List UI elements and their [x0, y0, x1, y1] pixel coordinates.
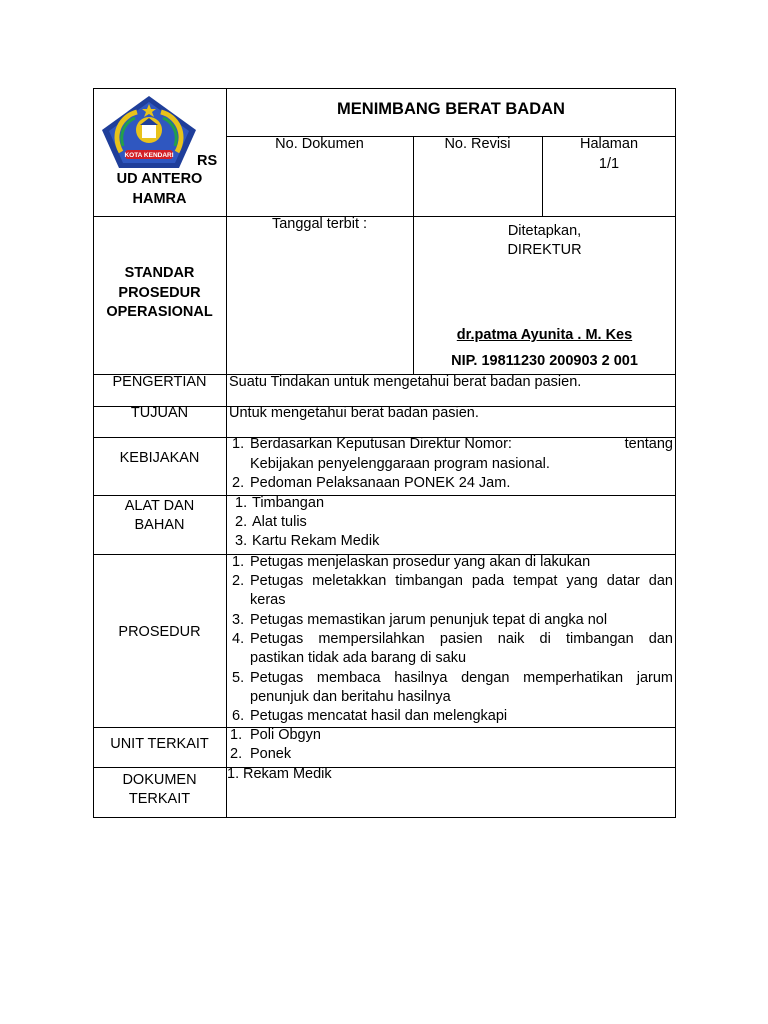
row-divider-unit: [93, 767, 676, 768]
list-item-number: 1.: [227, 766, 240, 782]
tujuan-text: Untuk mengetahui berat badan pasien.: [229, 405, 479, 421]
list-item-number: 4.: [232, 631, 245, 647]
list-item-number: 2.: [235, 514, 248, 530]
page-value: 1/1: [598, 156, 620, 172]
sop-label-line3: OPERASIONAL: [106, 304, 213, 320]
revision-label: No. Revisi: [444, 136, 511, 152]
list-item-text: Alat tulis: [252, 514, 307, 530]
logo-banner-text: KOTA KENDARI: [124, 152, 174, 159]
sop-label-line2: PROSEDUR: [118, 285, 201, 301]
list-item: [232, 572, 673, 592]
list-item-number: 6.: [232, 708, 245, 724]
row-divider-prosedur: [93, 727, 676, 728]
list-item-number: 2.: [232, 475, 245, 491]
page-title: MENIMBANG BERAT BADAN: [337, 100, 565, 118]
list-item-text: keras: [250, 592, 286, 608]
list-item-number: 5.: [232, 670, 245, 686]
list-item-number: 2.: [232, 573, 245, 589]
hospital-logo-icon: [99, 94, 199, 170]
director-name: dr.patma Ayunita . M. Kes: [456, 327, 633, 343]
list-item: [232, 630, 673, 650]
logo-building: [142, 124, 156, 138]
list-item-text: Poli Obgyn: [250, 727, 321, 743]
prosedur-label: PROSEDUR: [118, 624, 201, 640]
list-item-text-right: tentang: [624, 436, 673, 452]
list-item-continuation: [250, 688, 451, 708]
list-item-text: penunjuk dan beritahu hasilnya: [250, 689, 451, 705]
hospital-name-line2: UD ANTERO: [116, 171, 203, 187]
column-divider: [226, 88, 227, 818]
list-item-number: 1.: [232, 436, 245, 452]
alat-label-line1: ALAT DAN: [124, 498, 195, 514]
list-item-number: 3.: [232, 612, 245, 628]
list-item-number: 1.: [230, 727, 243, 743]
page-label: Halaman: [579, 136, 639, 152]
list-item-text: Rekam Medik: [243, 766, 332, 782]
tujuan-label: TUJUAN: [130, 405, 189, 421]
hospital-name-line3: HAMRA: [132, 191, 187, 207]
list-item-number: 1.: [232, 554, 245, 570]
list-item-number: 1.: [235, 495, 248, 511]
list-item-text: Pedoman Pelaksanaan PONEK 24 Jam.: [250, 475, 511, 491]
unit-terkait-label: UNIT TERKAIT: [110, 736, 209, 752]
list-item: [232, 669, 673, 689]
alat-label-line2: BAHAN: [134, 517, 185, 533]
list-item-number: 3.: [235, 533, 248, 549]
list-item-text: Petugas mencatat hasil dan melengkapi: [250, 708, 508, 724]
dokumen-terkait-label-line1: DOKUMEN: [122, 772, 197, 788]
pengertian-label: PENGERTIAN: [112, 374, 207, 390]
row-divider-kebijakan: [93, 495, 676, 496]
approver-title: DIREKTUR: [507, 242, 582, 258]
list-item-text: Kebijakan penyelenggaraan program nasional.: [250, 456, 550, 472]
list-item-text: Timbangan: [252, 495, 325, 511]
list-item-number: 2.: [230, 746, 243, 762]
list-item-text: Kartu Rekam Medik: [252, 533, 380, 549]
list-item-continuation: [250, 649, 466, 669]
pengertian-text: Suatu Tindakan untuk mengetahui berat badan pasien.: [229, 374, 582, 390]
list-item-text: Ponek: [250, 746, 292, 762]
doc-number-label: No. Dokumen: [275, 136, 364, 152]
list-item-text: Petugas mempersilahkan pasien naik di timbangan dan: [250, 631, 673, 647]
list-item-text: pastikan tidak ada barang di saku: [250, 650, 467, 666]
list-item-text: Petugas memastikan jarum penunjuk tepat di angka nol: [250, 612, 608, 628]
list-item-continuation: [250, 455, 550, 475]
list-item-continuation: [250, 591, 285, 611]
hospital-name-rs: RS: [197, 153, 218, 169]
kebijakan-label: KEBIJAKAN: [119, 450, 200, 466]
list-item-text: Petugas membaca hasilnya dengan memperhatikan jarum: [250, 670, 673, 686]
list-item-text: Berdasarkan Keputusan Direktur Nomor:: [250, 436, 512, 452]
list-item-text: Petugas menjelaskan prosedur yang akan di lakukan: [250, 554, 591, 570]
approved-label: Ditetapkan,: [507, 223, 582, 239]
dokumen-terkait-label-line2: TERKAIT: [128, 791, 191, 807]
director-nip: NIP. 19811230 200903 2 001: [451, 353, 638, 369]
list-item: [232, 474, 673, 494]
list-item-text: Petugas meletakkan timbangan pada tempat yang datar dan: [250, 573, 673, 589]
list-item: [232, 435, 673, 455]
sop-label-line1: STANDAR: [124, 265, 195, 281]
issue-date-label: Tanggal terbit :: [271, 216, 368, 232]
sop-document: [93, 88, 676, 818]
